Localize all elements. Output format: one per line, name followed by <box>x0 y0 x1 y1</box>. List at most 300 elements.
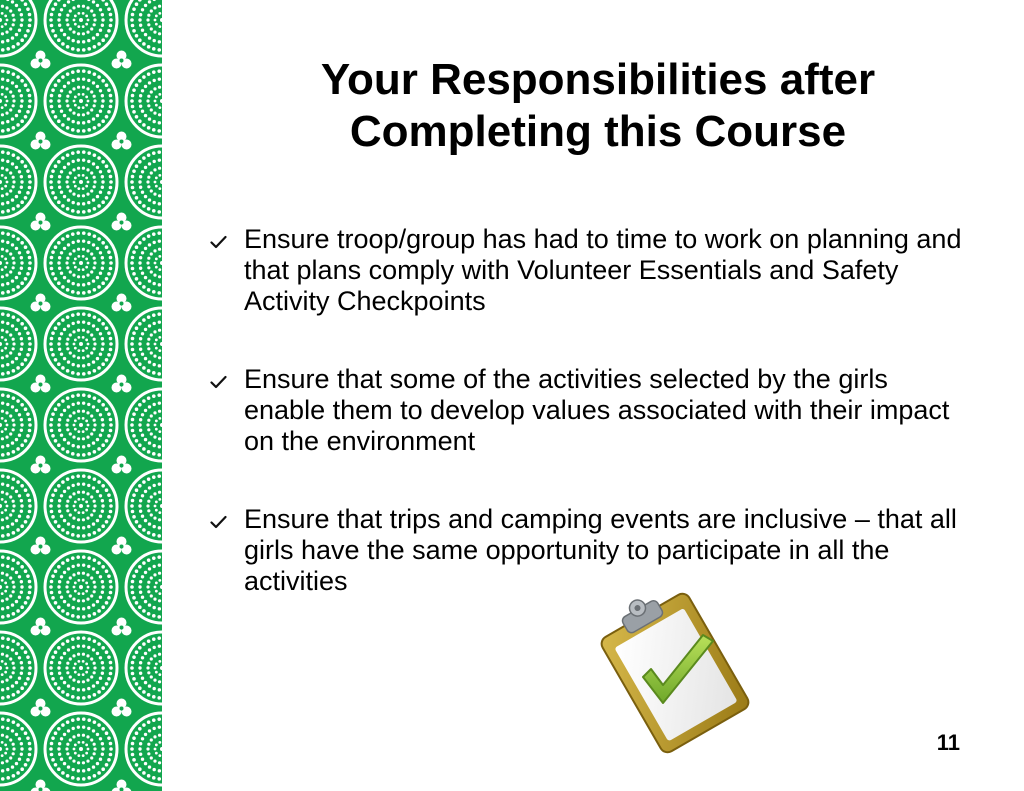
pattern-dot <box>60 575 63 578</box>
pattern-dot <box>101 524 105 528</box>
pattern-dot <box>4 104 7 107</box>
bullet-text: Ensure that trips and camping events are inclusive – that all girls have the same opportunity to participate in all the activities <box>244 504 957 596</box>
pattern-dot <box>11 441 14 444</box>
pattern-dot <box>18 191 21 194</box>
pattern-dot <box>57 160 61 164</box>
pattern-dot <box>60 596 63 599</box>
pattern-dot <box>148 684 151 687</box>
pattern-dot <box>153 79 156 82</box>
pattern-dot <box>77 106 80 109</box>
pattern-dot <box>93 666 96 669</box>
pattern-dot <box>139 24 142 27</box>
pattern-dot <box>1 158 4 161</box>
pattern-dot <box>12 45 16 49</box>
pattern-dot <box>147 743 150 746</box>
pattern-dot <box>12 558 16 562</box>
pattern-dot <box>63 733 66 736</box>
pattern-dot <box>139 256 142 259</box>
pattern-dot <box>153 6 156 9</box>
pattern-dot <box>51 677 55 681</box>
pattern-dot <box>66 509 69 512</box>
pattern-dot <box>155 104 158 107</box>
pattern-dot <box>131 13 135 17</box>
pattern-dot <box>152 718 156 722</box>
pattern-dot <box>69 594 72 597</box>
pattern-dot <box>69 513 72 516</box>
pattern-dot <box>152 533 156 537</box>
pattern-dot <box>9 27 12 30</box>
pattern-dot <box>15 357 18 360</box>
pattern-dot <box>132 331 136 335</box>
pattern-dot <box>12 176 15 179</box>
pattern-dot <box>132 655 136 659</box>
pattern-dot <box>97 480 101 484</box>
pattern-dot <box>28 672 32 676</box>
pattern-dot <box>57 322 61 326</box>
pattern-dot <box>51 7 55 11</box>
pattern-dot <box>69 657 72 660</box>
pattern-dot <box>66 428 69 431</box>
pattern-dot <box>82 636 86 640</box>
pattern-dot <box>141 494 144 497</box>
pattern-dot <box>1 5 4 8</box>
pattern-dot <box>132 412 136 416</box>
pattern-dot <box>76 555 80 559</box>
pattern-dot <box>101 666 104 669</box>
pattern-dot <box>93 261 96 264</box>
trefoil-motif <box>31 537 51 555</box>
pattern-dot <box>109 504 113 508</box>
pattern-dot <box>12 342 15 345</box>
checkmark-icon <box>210 375 227 389</box>
pattern-dot <box>58 267 61 270</box>
pattern-dot <box>135 682 139 686</box>
pattern-dot <box>82 255 85 258</box>
pattern-dot <box>142 447 146 451</box>
pattern-dot <box>82 482 85 485</box>
pattern-dot <box>51 655 55 659</box>
pattern-dot <box>153 565 156 568</box>
pattern-dot <box>51 29 55 33</box>
pattern-dot <box>6 160 9 163</box>
pattern-dot <box>5 31 8 34</box>
pattern-dot <box>101 747 104 750</box>
pattern-dot <box>73 748 76 751</box>
pattern-dot <box>76 696 80 700</box>
pattern-dot <box>87 47 91 51</box>
pattern-dot <box>87 343 90 346</box>
pattern-dot <box>107 515 111 519</box>
pattern-dot <box>150 675 153 678</box>
pattern-dot <box>148 324 151 327</box>
pattern-dot <box>153 355 156 358</box>
pattern-dot <box>87 313 91 317</box>
pattern-dot <box>86 112 89 115</box>
pattern-dot <box>97 723 101 727</box>
pattern-dot <box>1 453 5 457</box>
pattern-dot <box>87 100 90 103</box>
pattern-dot <box>50 429 54 433</box>
pattern-dot <box>49 585 53 589</box>
pattern-dot <box>138 18 141 21</box>
pattern-dot <box>11 243 14 246</box>
pattern-dot <box>93 266 96 269</box>
pattern-dot <box>18 353 21 356</box>
pattern-dot <box>150 738 153 741</box>
pattern-dot <box>147 369 151 373</box>
pattern-dot <box>57 99 60 102</box>
pattern-dot <box>74 95 77 98</box>
pattern-dot <box>4 95 7 98</box>
pattern-dot <box>101 605 105 609</box>
pattern-dot <box>105 439 109 443</box>
pattern-dot <box>50 661 54 665</box>
pattern-dot <box>5 598 8 601</box>
pattern-dot <box>107 434 111 438</box>
pattern-dot <box>154 343 157 346</box>
pattern-dot <box>63 247 66 250</box>
pattern-dot <box>5 573 8 576</box>
pattern-dot <box>6 151 10 155</box>
pattern-dot <box>76 453 80 457</box>
pattern-dot <box>15 276 18 279</box>
pattern-dot <box>11 81 14 84</box>
pattern-dot <box>1 320 4 323</box>
pattern-dot <box>138 200 142 204</box>
pattern-dot <box>74 752 77 755</box>
pattern-dot <box>72 525 75 528</box>
pattern-dot <box>67 324 70 327</box>
pattern-dot <box>9 594 12 597</box>
pattern-dot <box>87 687 90 690</box>
pattern-dot <box>152 776 156 780</box>
pattern-dot <box>158 40 161 43</box>
pattern-dot <box>71 533 75 537</box>
pattern-dot <box>20 94 23 97</box>
pattern-dot <box>82 12 85 15</box>
pattern-dot <box>18 515 21 518</box>
pattern-dot <box>138 727 142 731</box>
pattern-dot <box>1 364 4 367</box>
pattern-dot <box>66 450 70 454</box>
pattern-dot <box>131 337 135 341</box>
pattern-dot <box>82 320 85 323</box>
pattern-dot <box>66 95 69 98</box>
pattern-dot <box>54 164 58 168</box>
pattern-dot <box>51 574 55 578</box>
pattern-dot <box>26 331 30 335</box>
pattern-dot <box>72 322 75 325</box>
pattern-dot <box>20 322 24 326</box>
pattern-dot <box>150 414 153 417</box>
pattern-dot <box>101 94 104 97</box>
pattern-dot <box>109 672 113 676</box>
pattern-dot <box>1 150 5 154</box>
pattern-dot <box>107 250 111 254</box>
pattern-dot <box>85 23 88 26</box>
pattern-dot <box>61 75 65 79</box>
pattern-dot <box>86 436 89 439</box>
pattern-dot <box>5 654 8 657</box>
pattern-dot <box>50 94 54 98</box>
pattern-dot <box>72 274 75 277</box>
pattern-dot <box>144 328 147 331</box>
pattern-dot <box>67 729 70 732</box>
pattern-dot <box>24 763 28 767</box>
pattern-dot <box>141 434 144 437</box>
pattern-dot <box>142 204 146 208</box>
pattern-dot <box>4 428 7 431</box>
pattern-dot <box>12 180 15 183</box>
pattern-dot <box>148 81 151 84</box>
pattern-dot <box>153 768 156 771</box>
pattern-dot <box>139 418 142 421</box>
pattern-dot <box>131 742 135 746</box>
pattern-dot <box>132 88 136 92</box>
pattern-dot <box>66 257 69 260</box>
pattern-dot <box>58 591 61 594</box>
pattern-dot <box>1 644 4 647</box>
pattern-dot <box>54 196 58 200</box>
pattern-dot <box>152 371 156 375</box>
pattern-dot <box>93 743 96 746</box>
pattern-dot <box>63 600 66 603</box>
pattern-dot <box>63 438 66 441</box>
pattern-dot <box>82 158 85 161</box>
pattern-dot <box>1 592 4 595</box>
pattern-dot <box>109 585 113 589</box>
pattern-dot <box>82 563 85 566</box>
pattern-dot <box>28 429 32 433</box>
pattern-dot <box>90 432 93 435</box>
pattern-dot <box>72 768 75 771</box>
pattern-dot <box>158 121 161 124</box>
pattern-dot <box>109 753 113 757</box>
pattern-dot <box>99 737 102 740</box>
pattern-dot <box>50 24 54 28</box>
pattern-dot <box>135 164 139 168</box>
pattern-dot <box>54 439 58 443</box>
pattern-dot <box>9 270 12 273</box>
pattern-dot <box>63 652 66 655</box>
pattern-dot <box>105 358 109 362</box>
pattern-dot <box>16 528 20 532</box>
pattern-dot <box>109 337 113 341</box>
pattern-dot <box>51 412 55 416</box>
pattern-dot <box>72 646 75 649</box>
pattern-dot <box>87 322 90 325</box>
pattern-dot <box>101 256 104 259</box>
pattern-dot <box>72 193 75 196</box>
pattern-dot <box>86 679 89 682</box>
pattern-dot <box>138 565 142 569</box>
pattern-dot <box>6 47 10 51</box>
pattern-dot <box>6 565 9 568</box>
pattern-dot <box>69 495 72 498</box>
pattern-dot <box>86 760 89 763</box>
pattern-dot <box>87 525 90 528</box>
pattern-dot <box>82 210 86 214</box>
pattern-dot <box>20 484 24 488</box>
pattern-dot <box>155 671 158 674</box>
pattern-dot <box>93 257 96 260</box>
pattern-dot <box>138 281 142 285</box>
pattern-dot <box>155 500 158 503</box>
pattern-dot <box>24 407 28 411</box>
pattern-dot <box>57 585 60 588</box>
pattern-dot <box>9 756 12 759</box>
pattern-dot <box>77 653 80 656</box>
pattern-dot <box>90 495 93 498</box>
pattern-dot <box>61 723 65 727</box>
pattern-dot <box>57 241 61 245</box>
pattern-dot <box>63 328 66 331</box>
pattern-dot <box>28 504 32 508</box>
pattern-dot <box>24 520 28 524</box>
pattern-dot <box>57 79 61 83</box>
pattern-dot <box>5 168 8 171</box>
pattern-dot <box>153 436 156 439</box>
pattern-dot <box>101 160 105 164</box>
pattern-dot <box>60 251 63 254</box>
pattern-dot <box>148 405 151 408</box>
pattern-dot <box>1 599 4 602</box>
pattern-dot <box>28 337 32 341</box>
pattern-dot <box>139 580 142 583</box>
pattern-dot <box>93 72 97 76</box>
pattern-dot <box>71 151 75 155</box>
pattern-dot <box>12 693 16 697</box>
pattern-dot <box>28 499 32 503</box>
pattern-dot <box>77 761 80 764</box>
pattern-dot <box>26 493 30 497</box>
pattern-dot <box>101 591 104 594</box>
pattern-dot <box>72 411 75 414</box>
pattern-dot <box>49 666 53 670</box>
pattern-dot <box>11 162 14 165</box>
pattern-dot <box>61 609 65 613</box>
pattern-dot <box>93 590 96 593</box>
pattern-dot <box>96 85 99 88</box>
pattern-dot <box>93 23 96 26</box>
pattern-dot <box>101 38 105 42</box>
pattern-dot <box>72 168 75 171</box>
pattern-dot <box>28 99 32 103</box>
pattern-dot <box>12 774 16 778</box>
pattern-dot <box>28 105 32 109</box>
pattern-dot <box>158 86 161 89</box>
pattern-dot <box>50 510 54 514</box>
pattern-dot <box>85 347 88 350</box>
pattern-dot <box>150 189 153 192</box>
pattern-dot <box>1 607 4 610</box>
pattern-dot <box>16 366 20 370</box>
pattern-dot <box>109 348 113 352</box>
pattern-dot <box>63 357 66 360</box>
pattern-dot <box>96 652 99 655</box>
pattern-dot <box>85 185 88 188</box>
pattern-dot <box>87 70 91 74</box>
pattern-dot <box>72 79 75 82</box>
pattern-dot <box>152 47 156 51</box>
pattern-dot <box>148 486 151 489</box>
pattern-dot <box>147 500 150 503</box>
pattern-dot <box>63 33 66 36</box>
pattern-dot <box>97 285 101 289</box>
pattern-dot <box>63 85 66 88</box>
pattern-dot <box>90 756 93 759</box>
pattern-dot <box>6 241 9 244</box>
pattern-dot <box>57 565 61 569</box>
pattern-dot <box>105 83 109 87</box>
pattern-dot <box>109 423 113 427</box>
pattern-dot <box>65 99 68 102</box>
pattern-dot <box>74 581 77 584</box>
pattern-dot <box>153 525 156 528</box>
pattern-dot <box>82 734 85 737</box>
pattern-dot <box>1 636 5 640</box>
pattern-center-dot <box>160 261 162 265</box>
pattern-dot <box>5 517 8 520</box>
pattern-dot <box>20 585 23 588</box>
pattern-dot <box>101 18 104 21</box>
pattern-dot <box>138 767 142 771</box>
pattern-dot <box>97 318 101 322</box>
pattern-dot <box>26 110 30 114</box>
pattern-dot <box>26 758 30 762</box>
pattern-dot <box>67 0 70 3</box>
pattern-dot <box>105 245 109 249</box>
pattern-dot <box>58 256 61 259</box>
pattern-dot <box>90 657 93 660</box>
pattern-dot <box>157 453 161 457</box>
pattern-dot <box>1 734 4 737</box>
pattern-dot <box>99 272 102 275</box>
pattern-dot <box>154 505 157 508</box>
pattern-dot <box>24 196 28 200</box>
pattern-dot <box>107 677 111 681</box>
pattern-dot <box>147 338 150 341</box>
pattern-dot <box>144 276 147 279</box>
pattern-dot <box>61 204 65 208</box>
pattern-dot <box>1 336 4 339</box>
pattern-dot <box>135 115 139 119</box>
pattern-dot <box>69 576 72 579</box>
pattern-dot <box>66 671 69 674</box>
pattern-dot <box>15 652 18 655</box>
pattern-dot <box>85 581 88 584</box>
pattern-dot <box>66 500 69 503</box>
pattern-dot <box>150 594 153 597</box>
pattern-dot <box>12 95 15 98</box>
pattern-dot <box>93 315 97 319</box>
pattern-dot <box>28 24 32 28</box>
pattern-dot <box>28 261 32 265</box>
pattern-dot <box>15 409 18 412</box>
pattern-dot <box>67 441 70 444</box>
pattern-dot <box>58 742 61 745</box>
pattern-dot <box>67 198 70 201</box>
pattern-dot <box>1 231 5 235</box>
pattern-dot <box>82 283 85 286</box>
pattern-dot <box>16 204 20 208</box>
pattern-dot <box>138 99 141 102</box>
pattern-dot <box>67 684 70 687</box>
pattern-dot <box>138 585 141 588</box>
pattern-dot <box>158 174 161 177</box>
pattern-dot <box>12 261 15 264</box>
pattern-dot <box>28 418 32 422</box>
